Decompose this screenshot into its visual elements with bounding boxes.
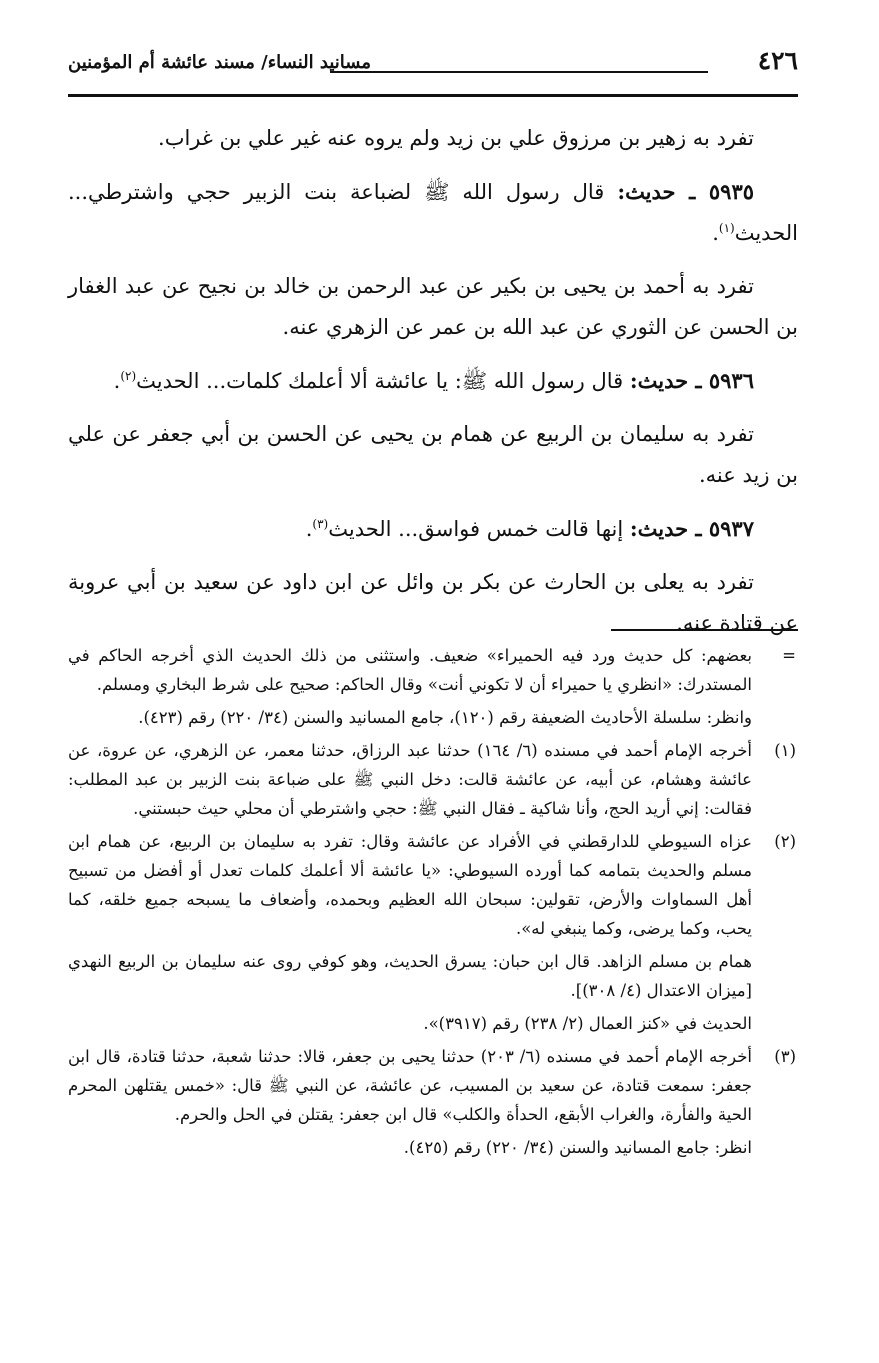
footnote-mark: (١) — [774, 741, 796, 760]
hadith-number: ٥٩٣٥ ـ حديث: — [617, 179, 755, 204]
footnote-text: عزاه السيوطي للدارقطني في الأفراد عن عائشة وقال: تفرد به سليمان بن الربيع، عن همام ابن مسلم والحديث بتمامه كما أورده السيوطي: «يا عائشة ألا أعلمك كلمات تعدل أو أفضل من تسبيح أهل السماوات والأرض، تقولين: سبحان الله العظيم وبحمده، وأضعاف ما يسبحه جميع خلقه، كما يحب، وكما يرضى، وكما ينبغي له». — [68, 832, 752, 938]
footnote-text: أخرجه الإمام أحمد في مسنده (٦/ ١٦٤) حدثنا عبد الرزاق، حدثنا معمر، عن الزهري، عن عروة، عن عائشة وهشام، عن أبيه، عن عائشة قالت: دخل النبي ﷺ على ضباعة بنت الزبير بن عبد المطلب: فقالت: إني أريد الحج، وأنا شاكية ـ فقال النبي ﷺ: حجي واشترطي أن محلي حيث حبستني. — [68, 741, 752, 818]
footnotes — [68, 641, 798, 1166]
footnote-ref: (١) — [718, 221, 735, 235]
footnote-continued — [68, 641, 798, 732]
footnote-3 — [68, 1042, 798, 1162]
hadith-number: ٥٩٣٧ ـ حديث: — [629, 516, 754, 541]
footnote-ref: (٣) — [312, 517, 329, 531]
footnote-ref: (٢) — [120, 369, 137, 383]
punctuation: . — [113, 369, 121, 393]
hadith-text: قال رسول الله ﷺ لضباعة بنت الزبير حجي واشترطي... الحديث — [68, 180, 798, 245]
punctuation: . — [305, 517, 313, 541]
footnote-text: أخرجه الإمام أحمد في مسنده (٦/ ٢٠٣) حدثنا يحيى بن جعفر، قالا: حدثنا شعبة، حدثنا قتادة، قال ابن جعفر: سمعت قتادة، عن سعيد بن المسيب، عن عائشة، عن النبي ﷺ قال: «خمس يقتلهن المحرم الحية والفأرة، والغراب الأبقع، الحدأة والكلب» قال ابن جعفر: يقتلن في الحل والحرم. — [68, 1047, 752, 1124]
footnote-text: الحديث في «كنز العمال (٢/ ٢٣٨) رقم (٣٩١٧)». — [423, 1014, 752, 1033]
paragraph: تفرد به يعلى بن الحارث عن بكر بن وائل عن ابن داود عن سعيد بن أبي عروبة عن قتادة عنه. — [68, 570, 798, 635]
hadith-text: إنها قالت خمس فواسق... الحديث — [328, 517, 624, 541]
main-text — [68, 118, 798, 656]
running-title: مسانيد النساء/ مسند عائشة أم المؤمنين — [68, 52, 371, 73]
hadith-text: قال رسول الله ﷺ: يا عائشة ألا أعلمك كلمات... الحديث — [136, 369, 624, 393]
hadith-entry-5936 — [68, 360, 798, 402]
page-number: ٤٢٦ — [757, 46, 798, 75]
hadith-entry-5937 — [68, 508, 798, 550]
footnote-mark: (٢) — [774, 832, 796, 851]
footnote-mark: (٣) — [774, 1047, 796, 1066]
hadith-number: ٥٩٣٦ ـ حديث: — [629, 368, 754, 393]
hadith-entry-5935 — [68, 171, 798, 254]
running-header — [68, 44, 798, 97]
footnote-1 — [68, 736, 798, 823]
paragraph: تفرد به سليمان بن الربيع عن همام بن يحيى عن الحسن بن أبي جعفر عن علي بن زيد عنه. — [68, 422, 798, 487]
paragraph: تفرد به أحمد بن يحيى بن بكير عن عبد الرحمن بن خالد بن نجيح عن عبد الغفار بن الحسن عن الثوري عن عبد الله بن عمر عن الزهري عنه. — [68, 274, 798, 339]
footnote-2 — [68, 827, 798, 1038]
footnote-text: انظر: جامع المسانيد والسنن (٣٤/ ٢٢٠) رقم (٤٢٥). — [403, 1138, 752, 1157]
header-rule — [330, 71, 708, 73]
paragraph: تفرد به زهير بن مرزوق علي بن زيد ولم يروه عنه غير علي بن غراب. — [158, 126, 754, 150]
footnote-text: همام بن مسلم الزاهد. قال ابن حبان: يسرق الحديث، وهو كوفي روى عنه سليمان بن الربيع النهدي [ميزان الاعتدال (٤/ ٣٠٨)]. — [68, 952, 752, 1000]
punctuation: . — [712, 221, 719, 245]
footnote-text: بعضهم: كل حديث ورد فيه الحميراء» ضعيف. واستثنى من ذلك الحديث الذي أخرجه الحاكم في المستدرك: «انظري يا حميراء أن لا تكوني أنت» وقال الحاكم: صحيح على شرط البخاري ومسلم. — [68, 646, 752, 694]
footnote-text: وانظر: سلسلة الأحاديث الضعيفة رقم (١٢٠)، جامع المسانيد والسنن (٣٤/ ٢٢٠) رقم (٤٢٣). — [138, 708, 752, 727]
footnote-separator — [611, 629, 798, 631]
footnote-mark: = — [782, 646, 796, 665]
